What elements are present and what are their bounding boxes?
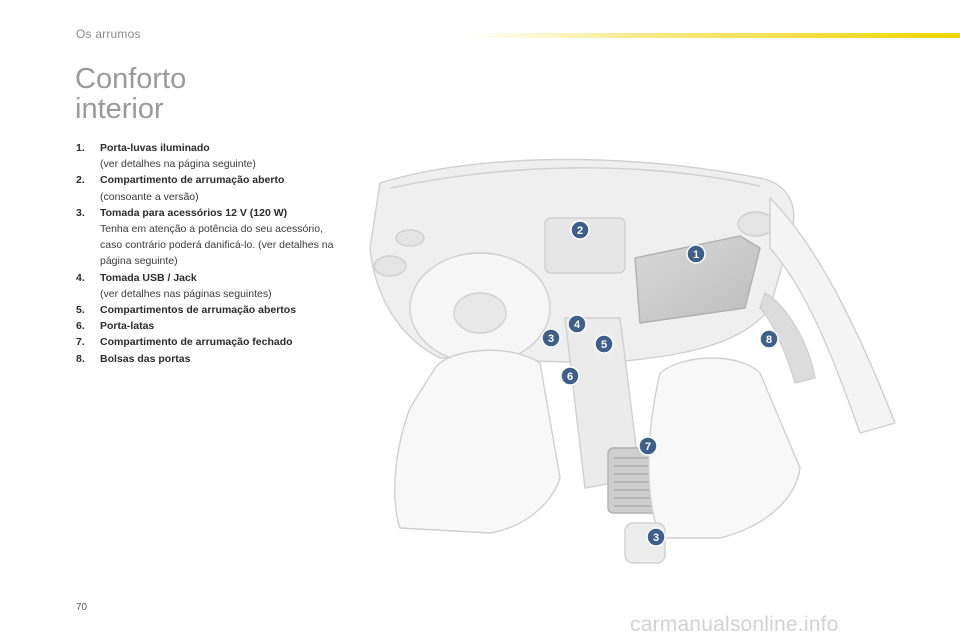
- callout-5: [595, 335, 613, 353]
- item-description: (consoante a versão): [100, 190, 199, 203]
- svg-text:3: 3: [652, 532, 660, 544]
- svg-text:7: 7: [644, 441, 652, 453]
- svg-text:4: 4: [573, 319, 581, 331]
- item-description: Tenha em atenção a potência do seu acessório, caso contrário poderá danificá-lo. (ver detalhes na página seguinte): [100, 223, 334, 268]
- svg-text:1: 1: [692, 249, 700, 261]
- item-number: 5.: [76, 304, 85, 317]
- callout-4: [568, 315, 586, 333]
- item-number: 8.: [76, 352, 85, 365]
- item-title: Porta-luvas iluminado: [100, 142, 210, 154]
- item-title: Compartimento de arrumação fechado: [100, 336, 293, 349]
- car-interior-illustration: [340, 148, 920, 578]
- item-title: Porta-latas: [100, 320, 155, 333]
- item-number: 4.: [76, 271, 85, 284]
- item-number: 7.: [76, 336, 85, 349]
- svg-text:5: 5: [600, 339, 608, 351]
- item-title: Tomada para acessórios 12 V (120 W): [100, 206, 288, 219]
- item-number: 3.: [76, 206, 85, 219]
- item-list: [76, 140, 346, 367]
- list-item: [76, 302, 346, 318]
- item-description: (ver detalhes nas páginas seguintes): [100, 287, 272, 300]
- driver-seat: [395, 350, 560, 533]
- callout-3-rear: [647, 528, 665, 546]
- page-title-line-1: Conforto: [75, 63, 187, 95]
- item-title: Bolsas das portas: [100, 352, 191, 365]
- list-item: [76, 318, 346, 334]
- list-item: [76, 270, 346, 302]
- item-number: 2.: [76, 174, 85, 187]
- svg-text:3: 3: [547, 333, 555, 345]
- callout-2: [571, 221, 589, 239]
- list-item: [76, 140, 346, 172]
- callout-6: [561, 367, 579, 385]
- page-number: 70: [76, 602, 88, 613]
- watermark: carmanualsonline.info: [630, 613, 839, 636]
- list-item: [76, 172, 346, 204]
- list-item: [76, 351, 346, 367]
- header-rule: [470, 33, 960, 38]
- svg-text:2: 2: [576, 225, 584, 237]
- list-item: [76, 334, 346, 350]
- item-description: (ver detalhes na página seguinte): [100, 158, 256, 171]
- section-header: Os arrumos: [76, 27, 141, 41]
- page-title-line-2: interior: [75, 93, 164, 125]
- item-title: Compartimentos de arrumação abertos: [100, 304, 297, 317]
- callout-3: [542, 329, 560, 347]
- item-title: Compartimento de arrumação aberto: [100, 174, 285, 187]
- callout-1: [687, 245, 705, 263]
- item-number: 6.: [76, 320, 85, 333]
- item-title: Tomada USB / Jack: [100, 271, 197, 284]
- svg-text:8: 8: [765, 334, 773, 346]
- callout-8: [760, 330, 778, 348]
- page-title: [75, 64, 186, 124]
- item-number: 1.: [76, 142, 85, 154]
- list-item: [76, 205, 346, 270]
- svg-text:6: 6: [566, 371, 574, 383]
- passenger-seat: [649, 358, 800, 538]
- callout-7: [639, 437, 657, 455]
